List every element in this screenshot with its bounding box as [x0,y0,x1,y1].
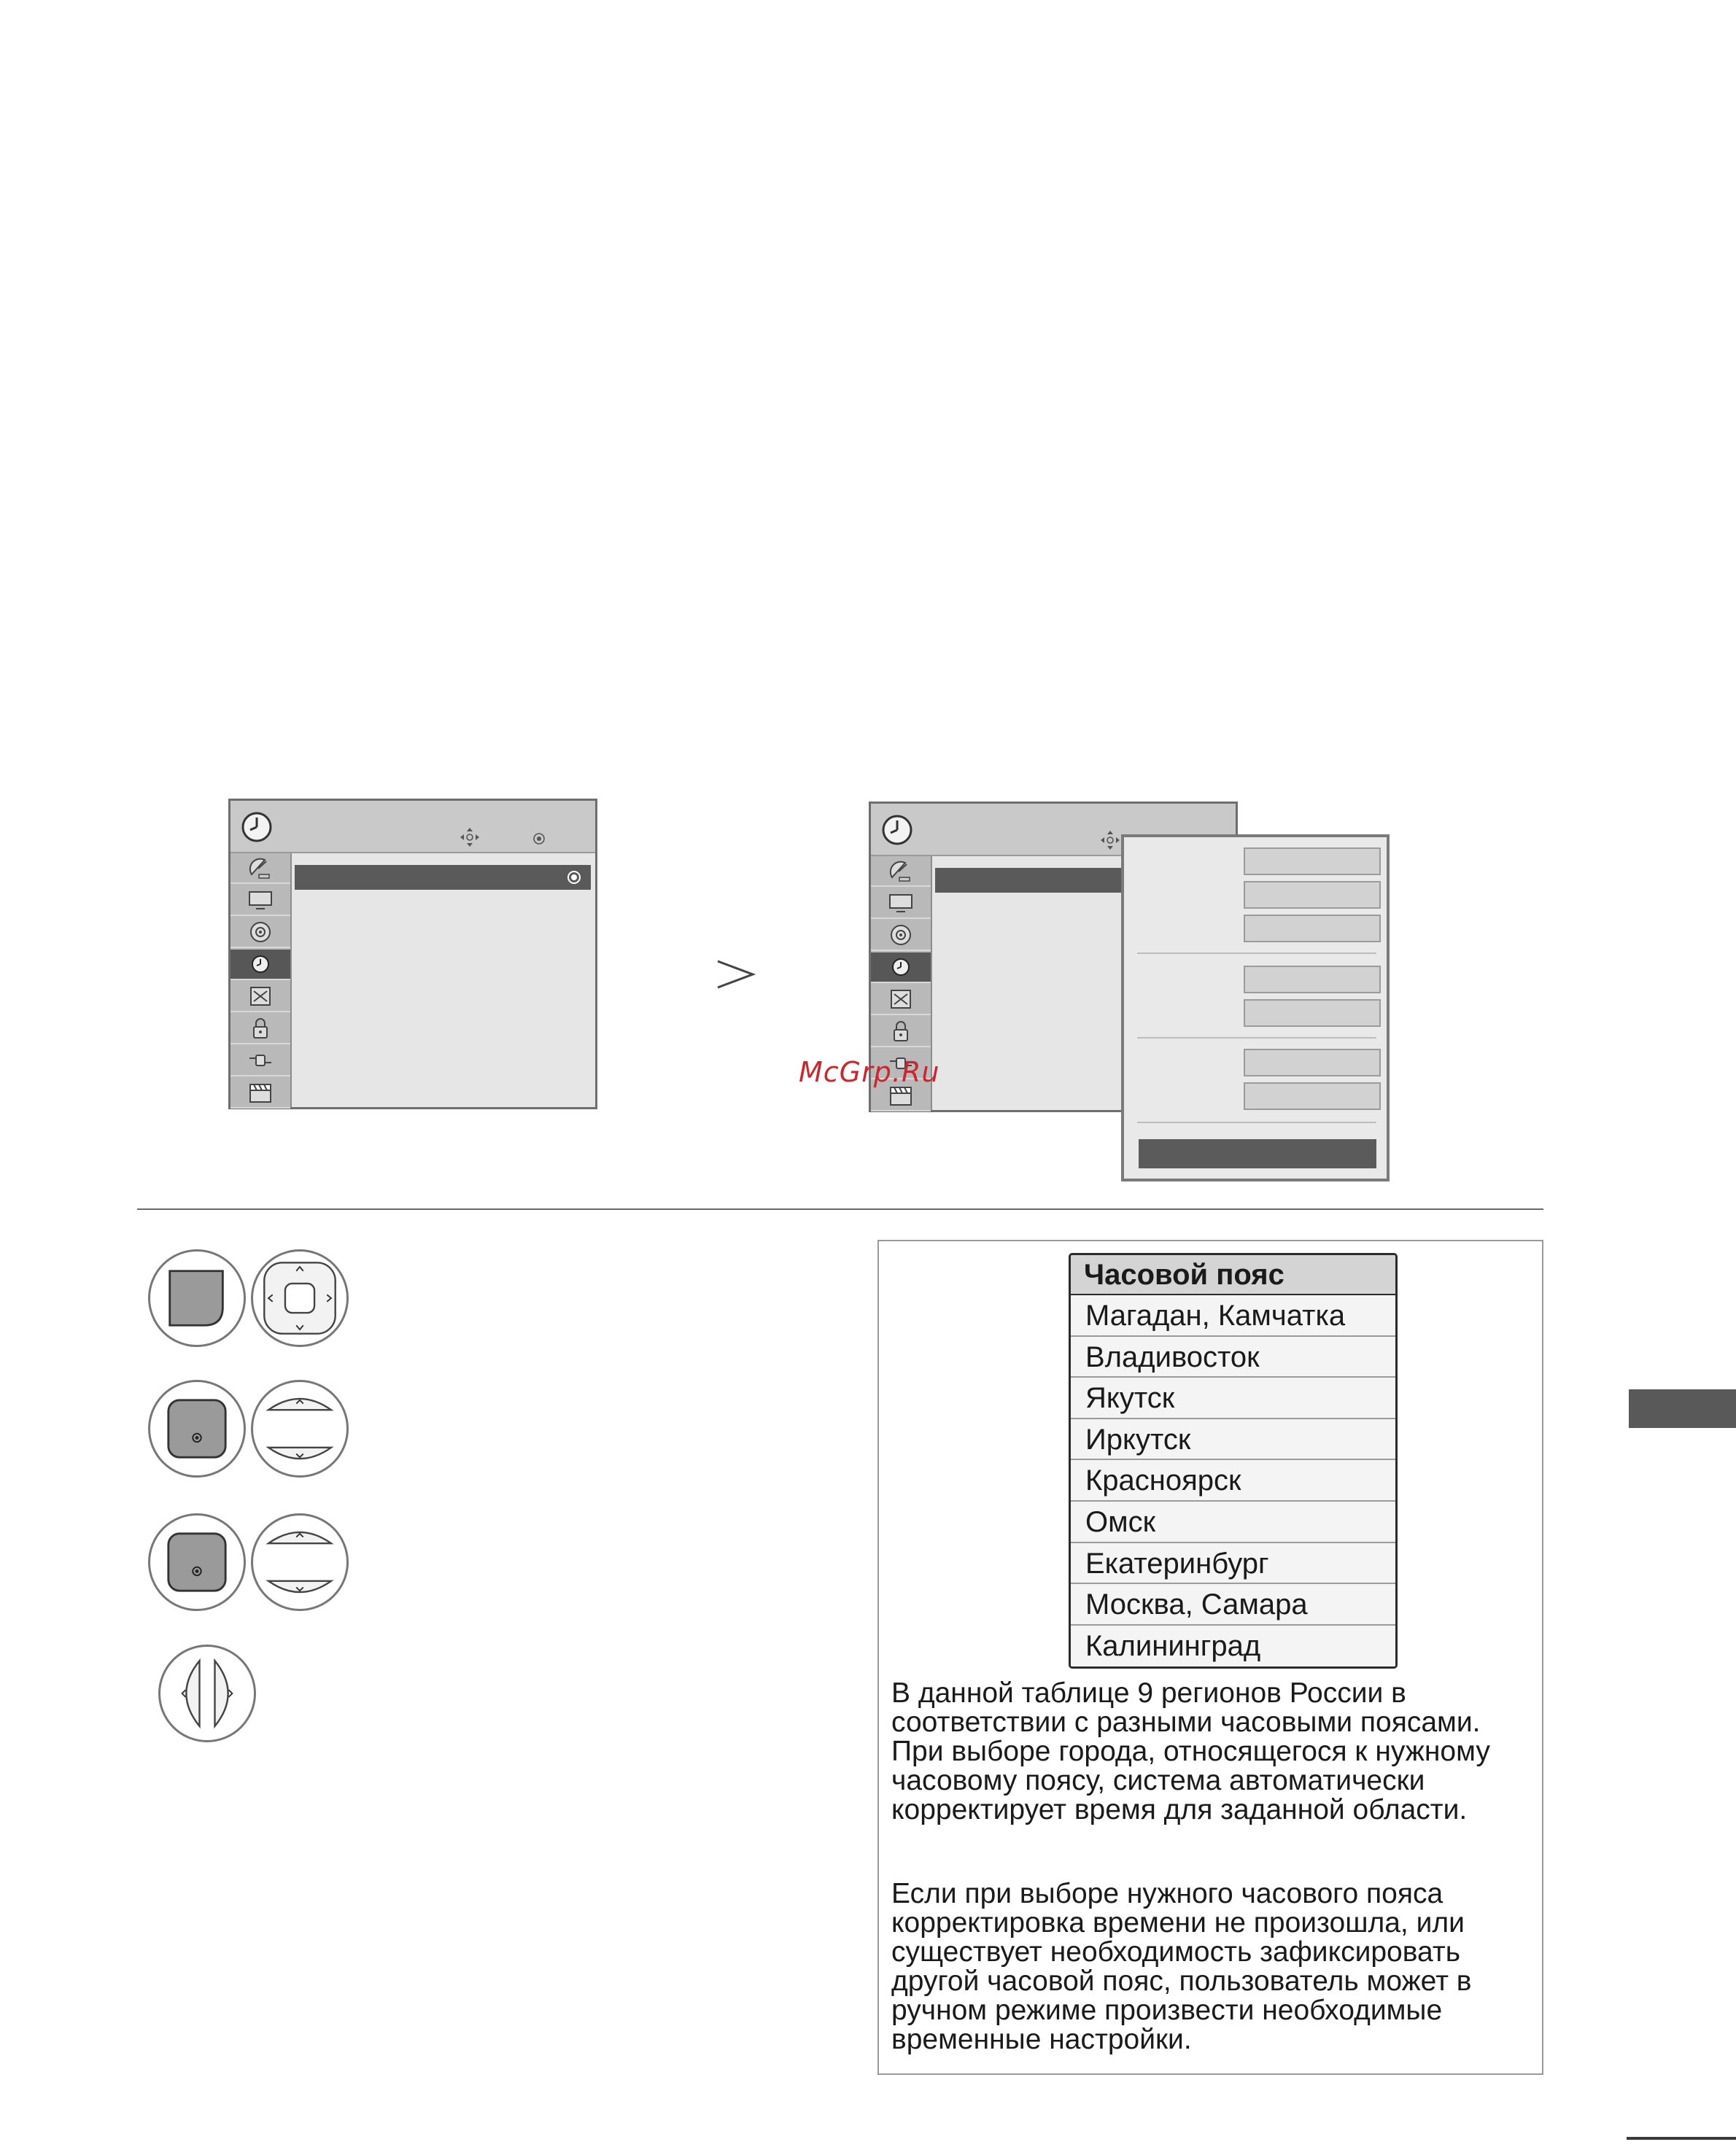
sidebar-item-usb[interactable] [230,1078,290,1109]
ok-button[interactable] [148,1513,246,1611]
menu-header [230,801,595,853]
up-down-button[interactable] [251,1513,349,1611]
note-paragraph-2: Если при выборе нужного часового пояса корректировка времени не произошла, или существует необходимость зафиксировать другой часовой пояс, пользователь может в ручном режиме произвести необходимые временные настройки. [891,1878,1472,2055]
sidebar-item-option[interactable] [871,985,931,1015]
ok-key-icon [150,1382,244,1475]
clock-icon [247,952,274,977]
menu-sidebar [230,853,292,1107]
popup-divider [1137,1122,1376,1123]
sidebar-item-audio[interactable] [230,917,290,948]
table-row: Москва, Самара [1071,1584,1395,1626]
left-right-button[interactable] [158,1645,256,1742]
up-down-button[interactable] [251,1380,349,1478]
popup-field[interactable] [1244,847,1381,875]
popup-divider [1137,1037,1376,1039]
satellite-dish-icon [888,858,914,883]
page-footer-line [1627,2137,1736,2140]
sidebar-item-setup[interactable] [871,856,931,887]
sidebar-item-picture[interactable] [871,888,931,919]
popup-field[interactable] [1244,1082,1381,1110]
sidebar-item-lock[interactable] [230,1014,290,1044]
ok-key-icon [150,1516,244,1609]
timezone-table [1069,1253,1398,1669]
up-down-arrows-icon [253,1516,346,1609]
popup-field[interactable] [1244,999,1381,1027]
table-row: Екатеринбург [1071,1543,1395,1585]
table-row: Омск [1071,1502,1395,1543]
sidebar-item-picture[interactable] [230,885,290,916]
sidebar-item-time[interactable] [871,952,931,983]
navigation-button[interactable] [251,1249,349,1347]
speaker-icon [888,923,914,947]
four-way-arrows-icon [1100,830,1120,850]
menu-key-icon [150,1251,244,1345]
picture-option-icon [888,987,914,1012]
table-row: Иркутск [1071,1419,1395,1461]
sidebar-item-input[interactable] [230,1046,290,1076]
chapter-tab [1629,1389,1736,1428]
table-row: Красноярск [1071,1460,1395,1502]
timezone-table-header: Часовой пояс [1071,1255,1395,1295]
ok-button[interactable] [148,1380,246,1478]
ok-dot-icon [532,831,546,846]
sidebar-item-setup[interactable] [230,853,290,884]
sidebar-item-lock[interactable] [871,1017,931,1047]
sidebar-item-option[interactable] [230,982,290,1012]
satellite-dish-icon [247,855,274,880]
popup-field[interactable] [1244,881,1381,909]
double-chevron-right-icon [715,955,757,993]
table-row: Якутск [1071,1378,1395,1419]
clock-icon [888,955,914,979]
up-down-arrows-icon [253,1382,346,1475]
section-divider [137,1208,1543,1210]
popup-field[interactable] [1244,915,1381,942]
menu-button[interactable] [148,1249,246,1347]
clapperboard-icon [247,1080,274,1105]
timezone-popup [1121,834,1390,1181]
table-row: Магадан, Камчатка [1071,1295,1395,1337]
monitor-icon [888,890,914,915]
selected-menu-row[interactable] [295,865,591,890]
popup-field[interactable] [1244,1049,1381,1076]
popup-divider [1137,952,1376,954]
clock-icon [241,811,273,843]
four-way-navigation-icon [253,1251,346,1345]
note-paragraph-1: В данной таблице 9 регионов России в соответствии с разными часовыми поясами. При выборе города, относящегося к нужному часовому поясу, система автоматически корректирует время для заданной области. [891,1677,1490,1825]
lock-icon [247,1016,274,1041]
sidebar-item-audio[interactable] [871,920,931,951]
ok-dot-icon [566,869,582,885]
lock-icon [888,1019,914,1044]
popup-close-button[interactable] [1139,1139,1376,1168]
menu-screenshot-left [228,799,597,1109]
watermark: McGrp.Ru [799,1056,940,1088]
four-way-arrows-icon [460,827,480,847]
table-row: Калининград [1071,1626,1395,1667]
clock-icon [881,814,913,846]
popup-field[interactable] [1244,966,1381,993]
sidebar-item-time[interactable] [230,950,290,980]
monitor-icon [247,888,274,912]
left-right-arrows-icon [160,1647,254,1740]
input-plug-icon [247,1048,274,1073]
table-row: Владивосток [1071,1337,1395,1378]
speaker-icon [247,920,274,944]
picture-option-icon [247,984,274,1009]
